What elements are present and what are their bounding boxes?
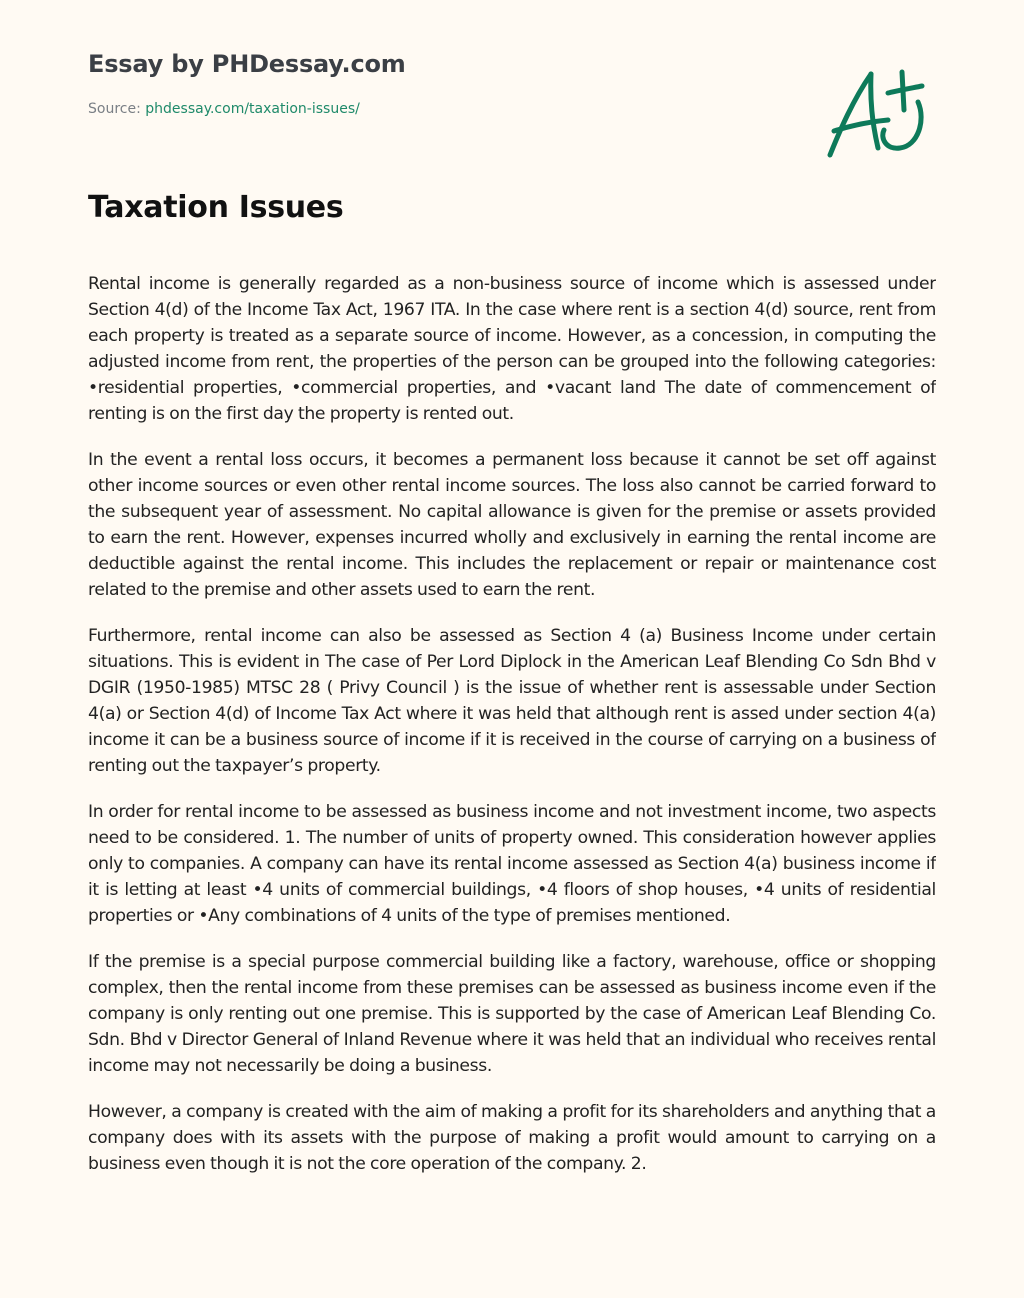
article-body xyxy=(88,271,936,1249)
article-title: Taxation Issues xyxy=(88,190,344,225)
source-label: Source: xyxy=(88,101,146,117)
site-brand: Essay by PHDessay.com xyxy=(88,50,406,78)
a-plus-grade-icon xyxy=(818,60,933,165)
paragraph: Furthermore, rental income can also be assessed as Section 4 (a) Business Income under certain situations. This is evident in The case of Per Lord Diplock in the American Leaf Blending Co Sdn Bhd v DGIR (1950-1985) MTSC 28 ( Privy Council ) is the issue of whether rent is assessable under Section 4(a) or Section 4(d) of Income Tax Act where it was held that although rent is assed under section 4(a) income it can be a business source of income if it is received in the course of carrying on a business of renting out the taxpayer’s property. xyxy=(88,626,936,776)
paragraph: However, a company is created with the aim of making a profit for its shareholders and anything that a company does with its assets with the purpose of making a profit would amount to carrying on a business even though it is not the core operation of the company. 2. xyxy=(88,1102,936,1174)
paragraph: In order for rental income to be assessed as business income and not investment income, two aspects need to be considered. 1. The number of units of property owned. This consideration however applies only to companies. A company can have its rental income assessed as Section 4(a) business income if it is letting at least •4 units of commercial buildings, •4 floors of shop houses, •4 units of residential properties or •Any combinations of 4 units of the type of premises mentioned. xyxy=(88,802,936,926)
paragraph: In the event a rental loss occurs, it becomes a permanent loss because it cannot be set off against other income sources or even other rental income sources. The loss also cannot be carried forward to the subsequent year of assessment. No capital allowance is given for the premise or assets provided to earn the rent. However, expenses incurred wholly and exclusively in earning the rental income are deductible against the rental income. This includes the replacement or repair or maintenance cost related to the premise and other assets used to earn the rent. xyxy=(88,450,936,600)
paragraph: Rental income is generally regarded as a non-business source of income which is assessed under Section 4(d) of the Income Tax Act, 1967 ITA. In the case where rent is a section 4(d) source, rent from each property is treated as a separate source of income. However, as a concession, in computing the adjusted income from rent, the properties of the person can be grouped into the following categories: •residential properties, •commercial properties, and •vacant land The date of commencement of renting is on the first day the property is rented out. xyxy=(88,274,936,424)
a-letter-left-stroke xyxy=(830,74,871,155)
source-line xyxy=(88,101,360,117)
source-link[interactable]: phdessay.com/taxation-issues/ xyxy=(145,101,360,117)
a-letter-right-stroke xyxy=(871,74,878,148)
paragraph: If the premise is a special purpose commercial building like a factory, warehouse, office or shopping complex, then the rental income from these premises can be assessed as business income even if the company is only renting out one premise. This is supported by the case of American Leaf Blending Co. Sdn. Bhd v Director General of Inland Revenue where it was held that an individual who receives rental income may not necessarily be doing a business. xyxy=(88,952,936,1076)
